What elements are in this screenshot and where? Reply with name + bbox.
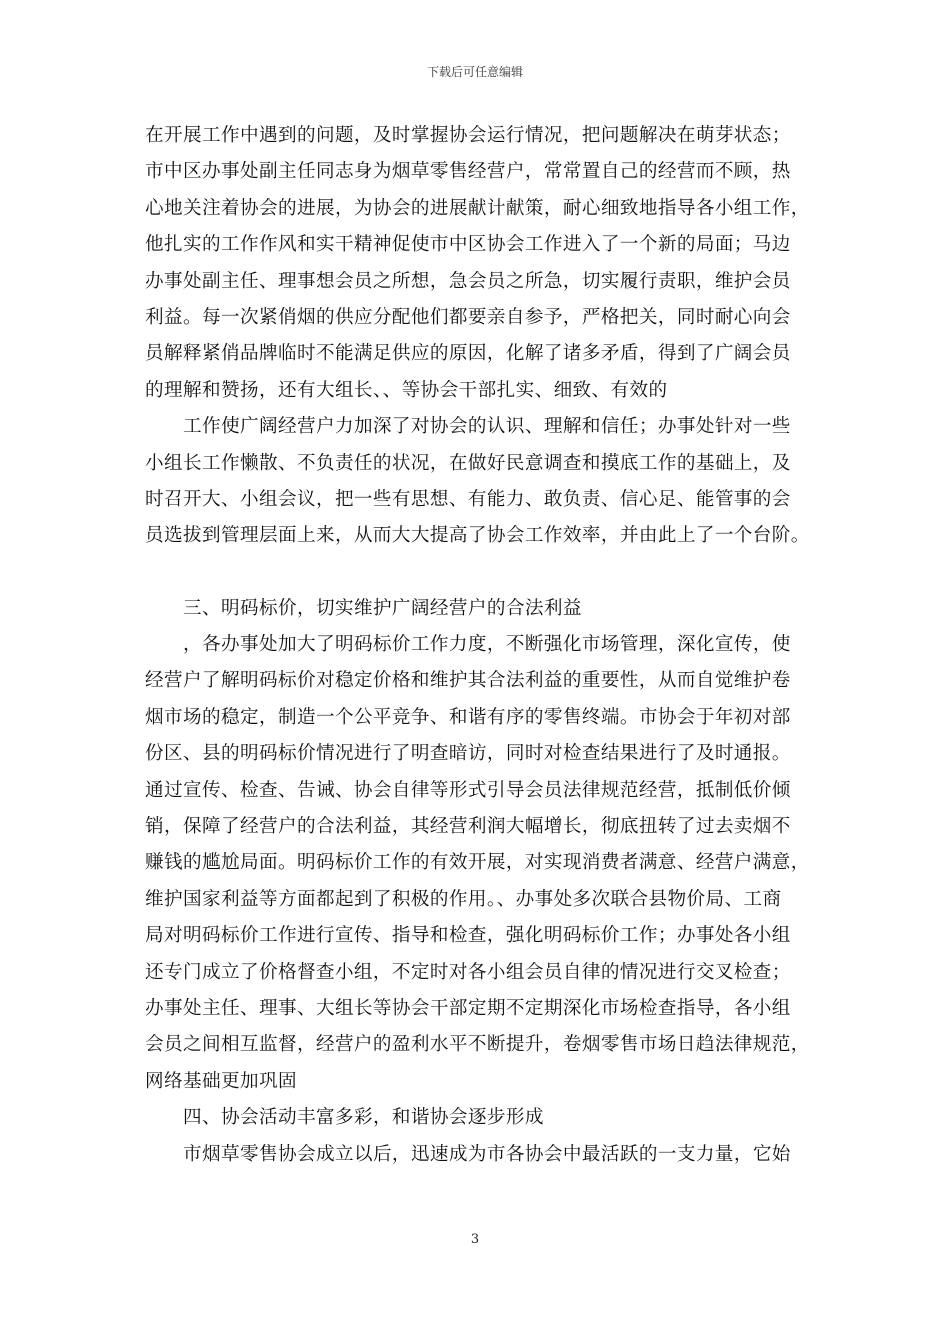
body-line: 他扎实的工作作风和实干精神促使市中区协会工作进入了一个新的局面；马边: [145, 234, 791, 256]
body-line: 销，保障了经营户的合法利益，其经营利润大幅增长，彻底扭转了过去卖烟不: [145, 816, 791, 838]
page-header: 下载后可任意编辑: [426, 65, 523, 79]
paragraph-first-line: 市烟草零售协会成立以后，迅速成为市各协会中最活跃的一支力量，它始: [183, 1143, 791, 1165]
body-line: 办事处主任、理事、大组长等协会干部定期不定期深化市场检查指导，各小组: [145, 997, 791, 1019]
blank-line: [145, 555, 825, 591]
body-line: 小组长工作懒散、不负责任的状况，在做好民意调查和摸底工作的基础上，及: [145, 452, 791, 474]
body-line: 利益。每一次紧俏烟的供应分配他们都要亲自参予，严格把关，同时耐心向会: [145, 306, 791, 328]
body-line: 还专门成立了价格督查小组，不定时对各小组会员自律的情况进行交叉检查；: [145, 961, 791, 983]
body-line: 网络基础更加巩固: [145, 1070, 297, 1092]
page-number: 3: [470, 1232, 480, 1247]
body-line: 烟市场的稳定，制造一个公平竞争、和谐有序的零售终端。市协会于年初对部: [145, 706, 791, 728]
section-heading: 四、协会活动丰富多彩，和谐协会逐步形成: [183, 1107, 544, 1129]
body-line: 会员之间相互监督，经营户的盈利水平不断提升，卷烟零售市场日趋法律规范，: [145, 1034, 810, 1056]
body-line: 通过宣传、检查、告诫、协会自律等形式引导会员法律规范经营，抵制低价倾: [145, 779, 791, 801]
body-line: 份区、县的明码标价情况进行了明查暗访，同时对检查结果进行了及时通报。: [145, 743, 791, 765]
document-body: [145, 118, 825, 1173]
body-line: 在开展工作中遇到的问题，及时掌握协会运行情况，把问题解决在萌芽状态；: [145, 125, 791, 146]
body-line: 维护国家利益等方面都起到了积极的作用。、办事处多次联合县物价局、工商: [145, 888, 782, 910]
body-line: 心地关注着协会的进展，为协会的进展献计献策，耐心细致地指导各小组工作，: [145, 197, 810, 219]
body-line: 办事处副主任、理事想会员之所想，急会员之所急，切实履行责职，维护会员: [145, 270, 791, 292]
body-line: 赚钱的尴尬局面。明码标价工作的有效开展，对实现消费者满意、经营户满意，: [145, 852, 810, 874]
body-line: 经营户了解明码标价对稳定价格和维护其合法利益的重要性，从而自觉维护卷: [145, 670, 791, 692]
body-line: 员解释紧俏品牌临时不能满足供应的原因，化解了诸多矛盾，得到了广阔会员: [145, 343, 791, 365]
body-line: 时召开大、小组会议，把一些有思想、有能力、敢负责、信心足、能管事的会: [145, 488, 791, 510]
paragraph-first-line: 工作使广阔经营户力加深了对协会的认识、理解和信任；办事处针对一些: [183, 416, 791, 438]
body-line: 员选拔到管理层面上来，从而大大提高了协会工作效率，并由此上了一个台阶。: [145, 525, 810, 547]
body-line: 局对明码标价工作进行宣传、指导和检查，强化明码标价工作；办事处各小组: [145, 925, 791, 947]
body-line: 市中区办事处副主任同志身为烟草零售经营户，常常置自己的经营而不顾，热: [145, 161, 791, 183]
paragraph-first-line: ，各办事处加大了明码标价工作力度，不断强化市场管理，深化宣传，使: [183, 634, 791, 656]
body-line: 的理解和赞扬，还有大组长、、等协会干部扎实、细致、有效的: [145, 379, 668, 401]
section-heading: 三、明码标价，切实维护广阔经营户的合法利益: [183, 597, 582, 619]
